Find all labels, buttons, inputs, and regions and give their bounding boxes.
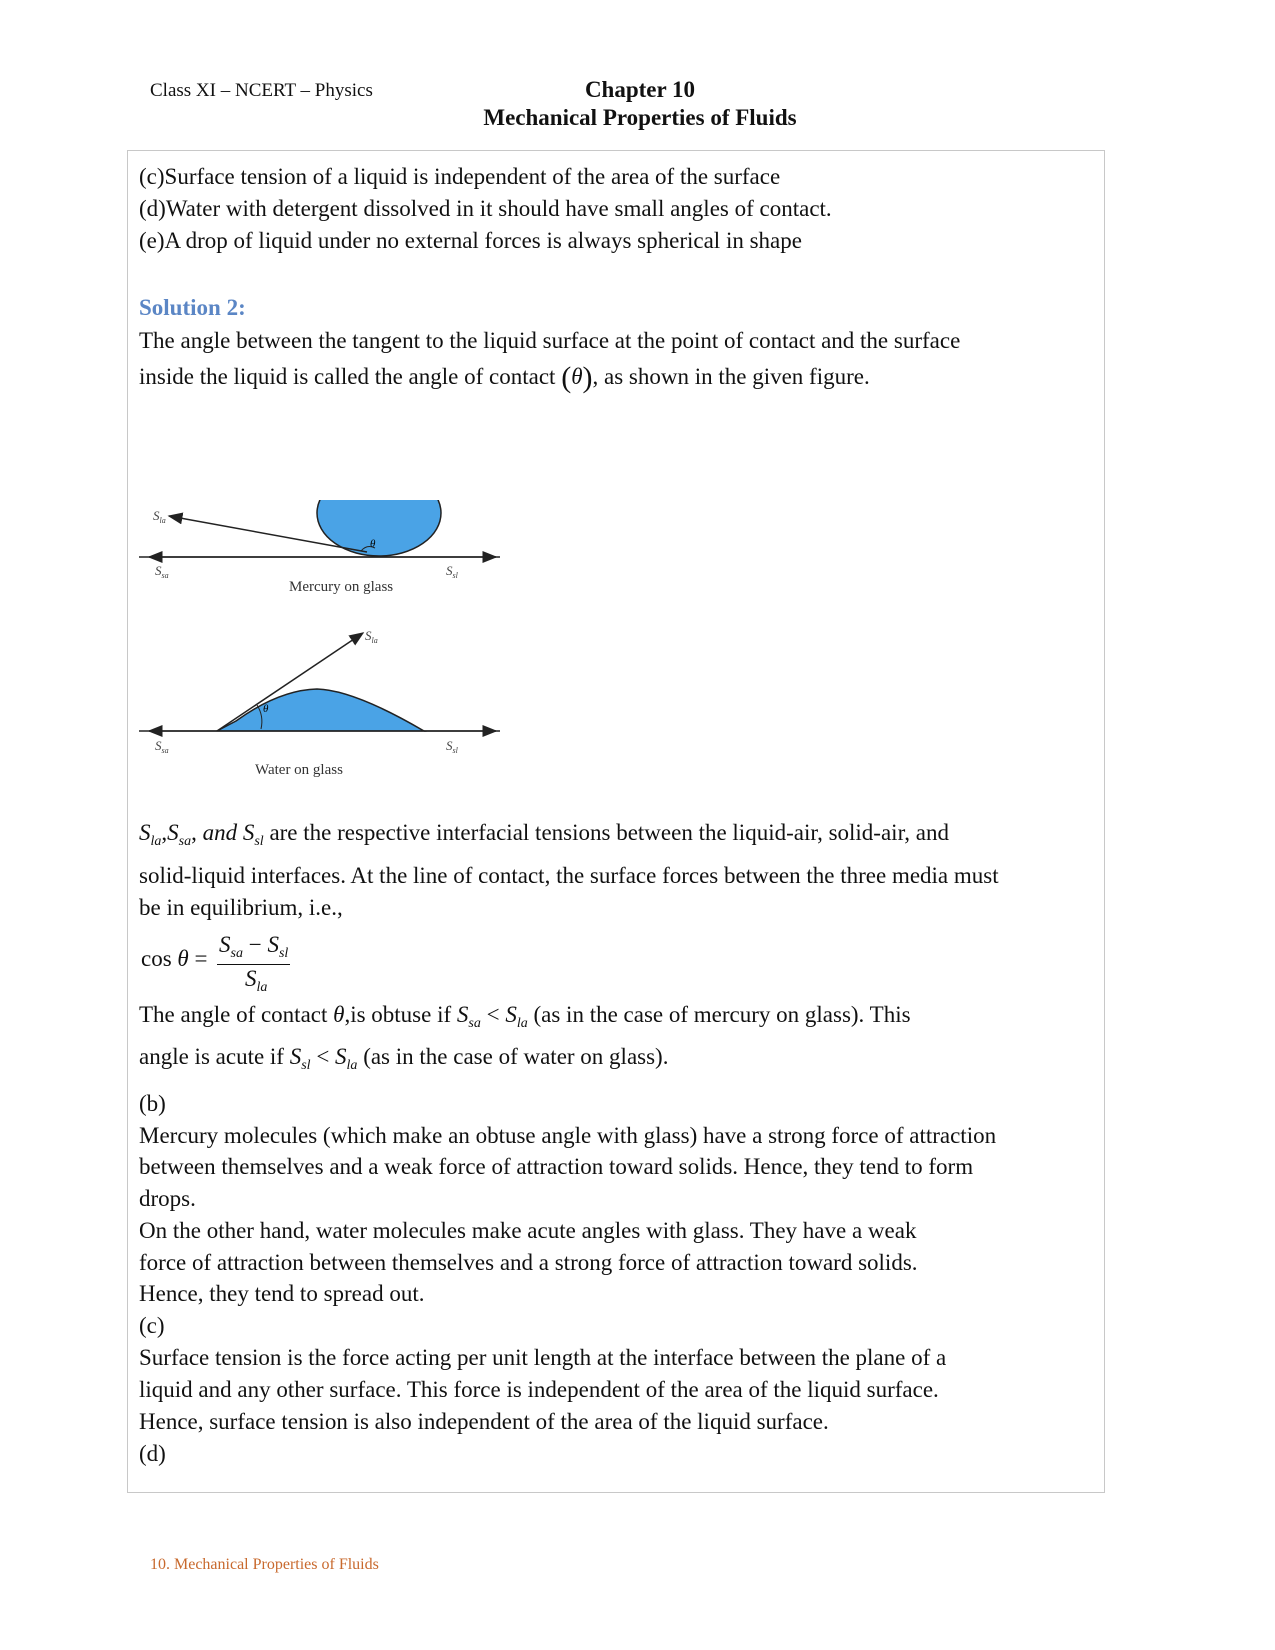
part-c-line1: Surface tension is the force acting per unit length at the interface between the plane of a (139, 1345, 947, 1370)
mercury-caption: Mercury on glass (289, 579, 394, 595)
question-e: (e)A drop of liquid under no external forces is always spherical in shape (139, 228, 802, 253)
part-b-line2: between themselves and a weak force of attraction toward solids. Hence, they tend to form (139, 1154, 974, 1179)
part-c-line3: Hence, surface tension is also independent of the area of the liquid surface. (139, 1409, 829, 1434)
chapter-title: Mechanical Properties of Fluids (483, 105, 797, 130)
part-b-line4: On the other hand, water molecules make acute angles with glass. They have a weak (139, 1218, 917, 1243)
chapter-heading (430, 76, 850, 132)
chapter-number: Chapter 10 (584, 77, 696, 102)
intro-text: inside the liquid is called the angle of contact (139, 364, 556, 389)
tensions-line1: $S_{la},S_{sa}$, and $S_{sl}$ are the respective interfacial tensions between the liquid-air, solid-air, and (139, 820, 950, 849)
solution-intro-line1: The angle between the tangent to the liquid surface at the point of contact and the surface (139, 328, 961, 353)
intro-text-end: , as shown in the given figure. (592, 364, 870, 389)
question-d: (d)Water with detergent dissolved in it should have small angles of contact. (139, 196, 832, 221)
contact-angle-figure (139, 500, 509, 790)
part-b-label: (b) (139, 1091, 166, 1116)
theta-label-bottom: θ (263, 703, 269, 715)
header-class-label: Class XI – NCERT – Physics (150, 80, 373, 101)
solution-intro-line2: inside the liquid is called the angle of contact (θ), as shown in the given figure. (139, 361, 870, 394)
part-d-label: (d) (139, 1441, 166, 1466)
s-sl-label-bottom: $S_{sl}$ (446, 738, 458, 755)
acute-line: angle is acute if $S_{sl} < S_{la}$ (as in the case of water on glass). (139, 1044, 669, 1073)
mercury-drop (317, 500, 441, 556)
s-sa-label-bottom: $S_{sa}$ (155, 738, 169, 755)
obtuse-line: The angle of contact θ,is obtuse if $S_{sa} < S_{la}$ (as in the case of mercury on glass). This (139, 1002, 911, 1031)
part-b-line6: Hence, they tend to spread out. (139, 1281, 425, 1306)
page-footer: 10. Mechanical Properties of Fluids (150, 1556, 379, 1573)
s-sa-label-top: $S_{sa}$ (155, 563, 169, 580)
solution-heading: Solution 2: (139, 295, 246, 320)
fraction-numerator: $S_{sa} - S_{sl}$ (217, 932, 290, 965)
theta-symbol: θ (571, 364, 583, 389)
s-la-label-bottom: $S_{la}$ (365, 628, 378, 645)
part-b-line5: force of attraction between themselves and a strong force of attraction toward solids. (139, 1250, 918, 1275)
theta-label-top: θ (370, 538, 376, 550)
part-c-line2: liquid and any other surface. This force is independent of the area of the liquid surface. (139, 1377, 939, 1402)
question-c: (c)Surface tension of a liquid is independent of the area of the surface (139, 164, 781, 189)
s-la-label-top: $S_{la}$ (153, 508, 166, 525)
s-sl-label-top: $S_{sl}$ (446, 563, 458, 580)
fraction-denominator: $S_{la}$ (245, 966, 268, 995)
tensions-line3: be in equilibrium, i.e., (139, 895, 343, 920)
part-c-label: (c) (139, 1313, 165, 1338)
part-b-line1: Mercury molecules (which make an obtuse angle with glass) have a strong force of attraction (139, 1123, 997, 1148)
water-caption: Water on glass (255, 762, 343, 778)
tensions-line2: solid-liquid interfaces. At the line of contact, the surface forces between the three media must (139, 863, 999, 888)
part-b-line3: drops. (139, 1186, 196, 1211)
